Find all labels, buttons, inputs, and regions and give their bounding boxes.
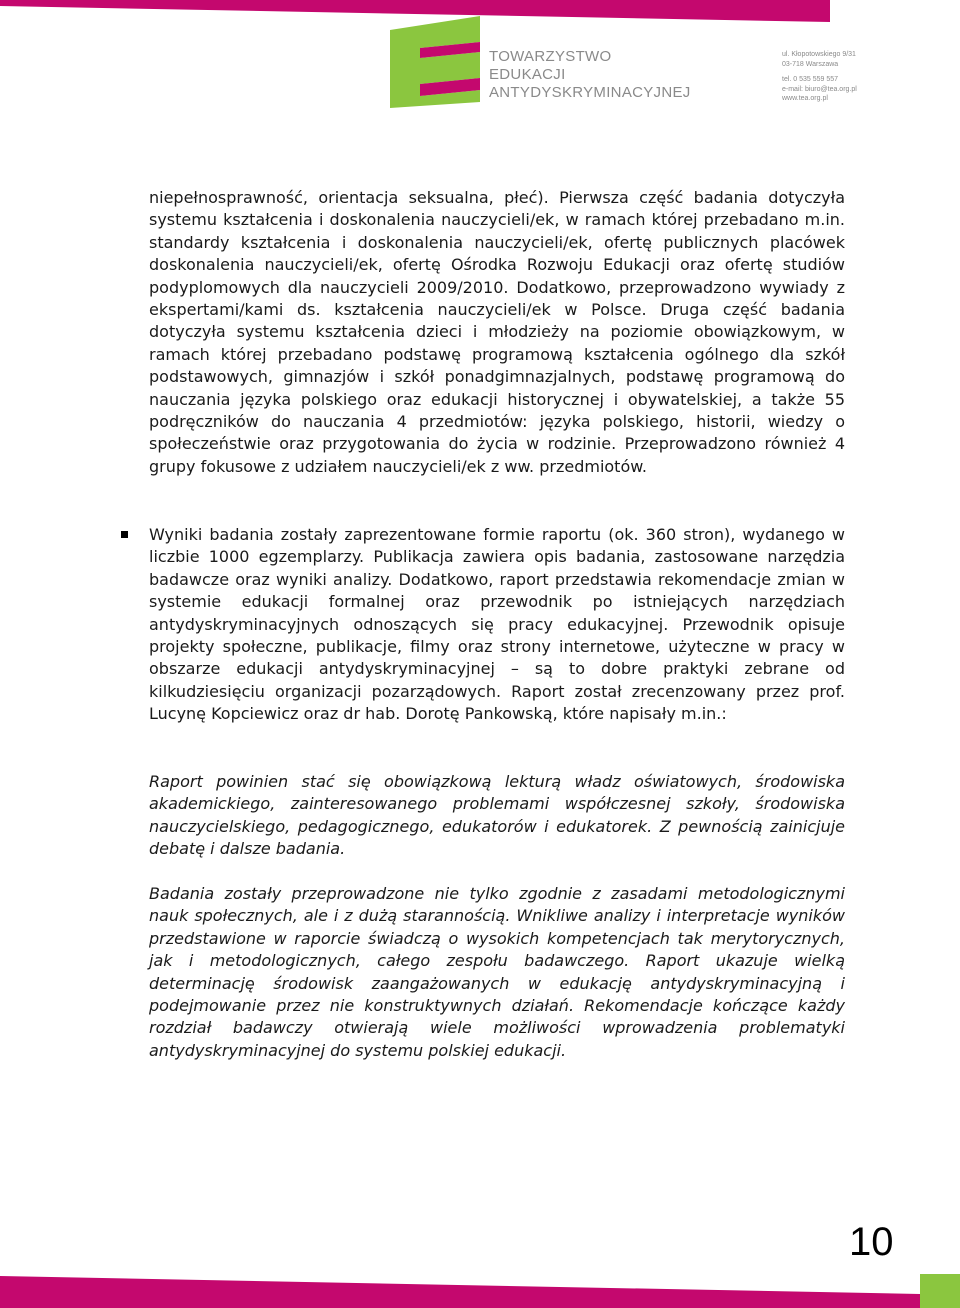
body-paragraph-1 xyxy=(149,187,845,478)
page-number: 10 xyxy=(849,1220,894,1264)
quote-text: Badania zostały przeprowadzone nie tylko zgodnie z zasadami metodologicznymi nauk społecznych, ale i z dużą starannością. Wnikliwe analizy i interpretacje wyników przedstawione w raporcie świadczą o wysokich kompetencjach tak merytorycznych, jak i metodologicznych, całego zespołu badawczego. Raport ukazuje wielką determinację środowisk zaangażowanych w edukację antydyskryminacyjną i podejmowanie przez nie konstruktywnych działań. Rekomendacje kończące każdy rozdział badawczy otwierają wiele możliwości wprowadzenia problematyki antydyskryminacyjnej do systemu polskiej edukacji. xyxy=(149,884,845,1060)
address-city: 03-718 Warszawa xyxy=(782,60,839,68)
bullet-square-icon xyxy=(121,531,128,538)
review-quote-1 xyxy=(149,771,845,861)
header-magenta-stripe xyxy=(0,0,830,22)
tea-logo-mark xyxy=(390,16,480,108)
address-street: ul. Kłopotowskiego 9/31 xyxy=(782,51,856,58)
email-address: e-mail: biuro@tea.org.pl xyxy=(782,85,857,93)
footer-magenta-stripe xyxy=(0,1276,920,1308)
organization-name xyxy=(489,48,691,102)
contact-info xyxy=(782,50,860,104)
phone-number: tel. 0 535 559 557 xyxy=(782,76,839,83)
bullet-list-item xyxy=(149,524,845,726)
paragraph-text: niepełnosprawność, orientacja seksualna, płeć). Pierwsza część badania dotyczyła systemu kształcenia i doskonalenia nauczycieli/ek, w ramach której przebadano m.in. standardy kształcenia i doskonalenia nauczycieli/ek, ofertę publicznych placówek doskonalenia nauczycieli/ek, ofertę Ośrodka Rozwoju Edukacji oraz ofertę studiów podyplomowych dla nauczycieli 2009/2010. Dodatkowo, przeprowadzono wywiady z ekspertami/kami ds. kształcenia nauczycieli/ek w Polsce. Druga część badania dotyczyła systemu kształcenia dzieci i młodzieży na poziomie obowiązkowym, w ramach której przebadano podstawę programową kształcenia ogólnego dla szkół podstawowych, gimnazjów i szkół ponadgimnazjalnych, podstawę programową do nauczania języka polskiego oraz edukacji historycznej i obywatelskiej, a także 55 podręczników do nauczania 4 przedmiotów: języka polskiego, historii, wiedzy o społeczeństwie oraz przygotowania do życia w rodzinie. Przeprowadzono również 4 grupy fokusowe z udziałem nauczycieli/ek z ww. przedmiotów. xyxy=(149,188,845,476)
website-link[interactable]: www.tea.org.pl xyxy=(782,95,828,102)
org-name-line-1: TOWARZYSTWO xyxy=(489,48,612,65)
footer-band xyxy=(0,1274,960,1308)
org-name-line-2: EDUKACJI xyxy=(489,66,566,83)
review-quote-2 xyxy=(149,883,845,1062)
footer-green-block xyxy=(920,1274,960,1308)
quote-text: Raport powinien stać się obowiązkową lekturą władz oświatowych, środowiska akademickiego, zainteresowanego problemami współczesnej szkoły, środowiska nauczycielskiego, pedagogicznego, edukatorów i edukatorek. Z pewnością zainicjuje debatę i dalsze badania. xyxy=(149,772,845,859)
org-name-line-3: ANTYDYSKRYMINACYJNEJ xyxy=(489,84,691,101)
bullet-item-text: Wyniki badania zostały zaprezentowane formie raportu (ok. 360 stron), wydanego w liczbie 1000 egzemplarzy. Publikacja zawiera opis badania, zastosowane narzędzia badawcze oraz wyniki analizy. Dodatkowo, raport przedstawia rekomendacje zmian w systemie edukacji formalnej oraz przewodnik po istniejących narzędziach antydyskryminacyjnych odnoszących się pracy edukacyjnej. Przewodnik opisuje projekty społeczne, publikacje, filmy oraz strony internetowe, użyteczne w pracy w obszarze edukacji antydyskryminacyjnej – są to dobre praktyki zebrane od kilkudziesięciu organizacji pozarządowych. Raport został zrecenzowany przez prof. Lucynę Kopciewicz oraz dr hab. Dorotę Pankowską, które napisały m.in.: xyxy=(149,525,845,724)
